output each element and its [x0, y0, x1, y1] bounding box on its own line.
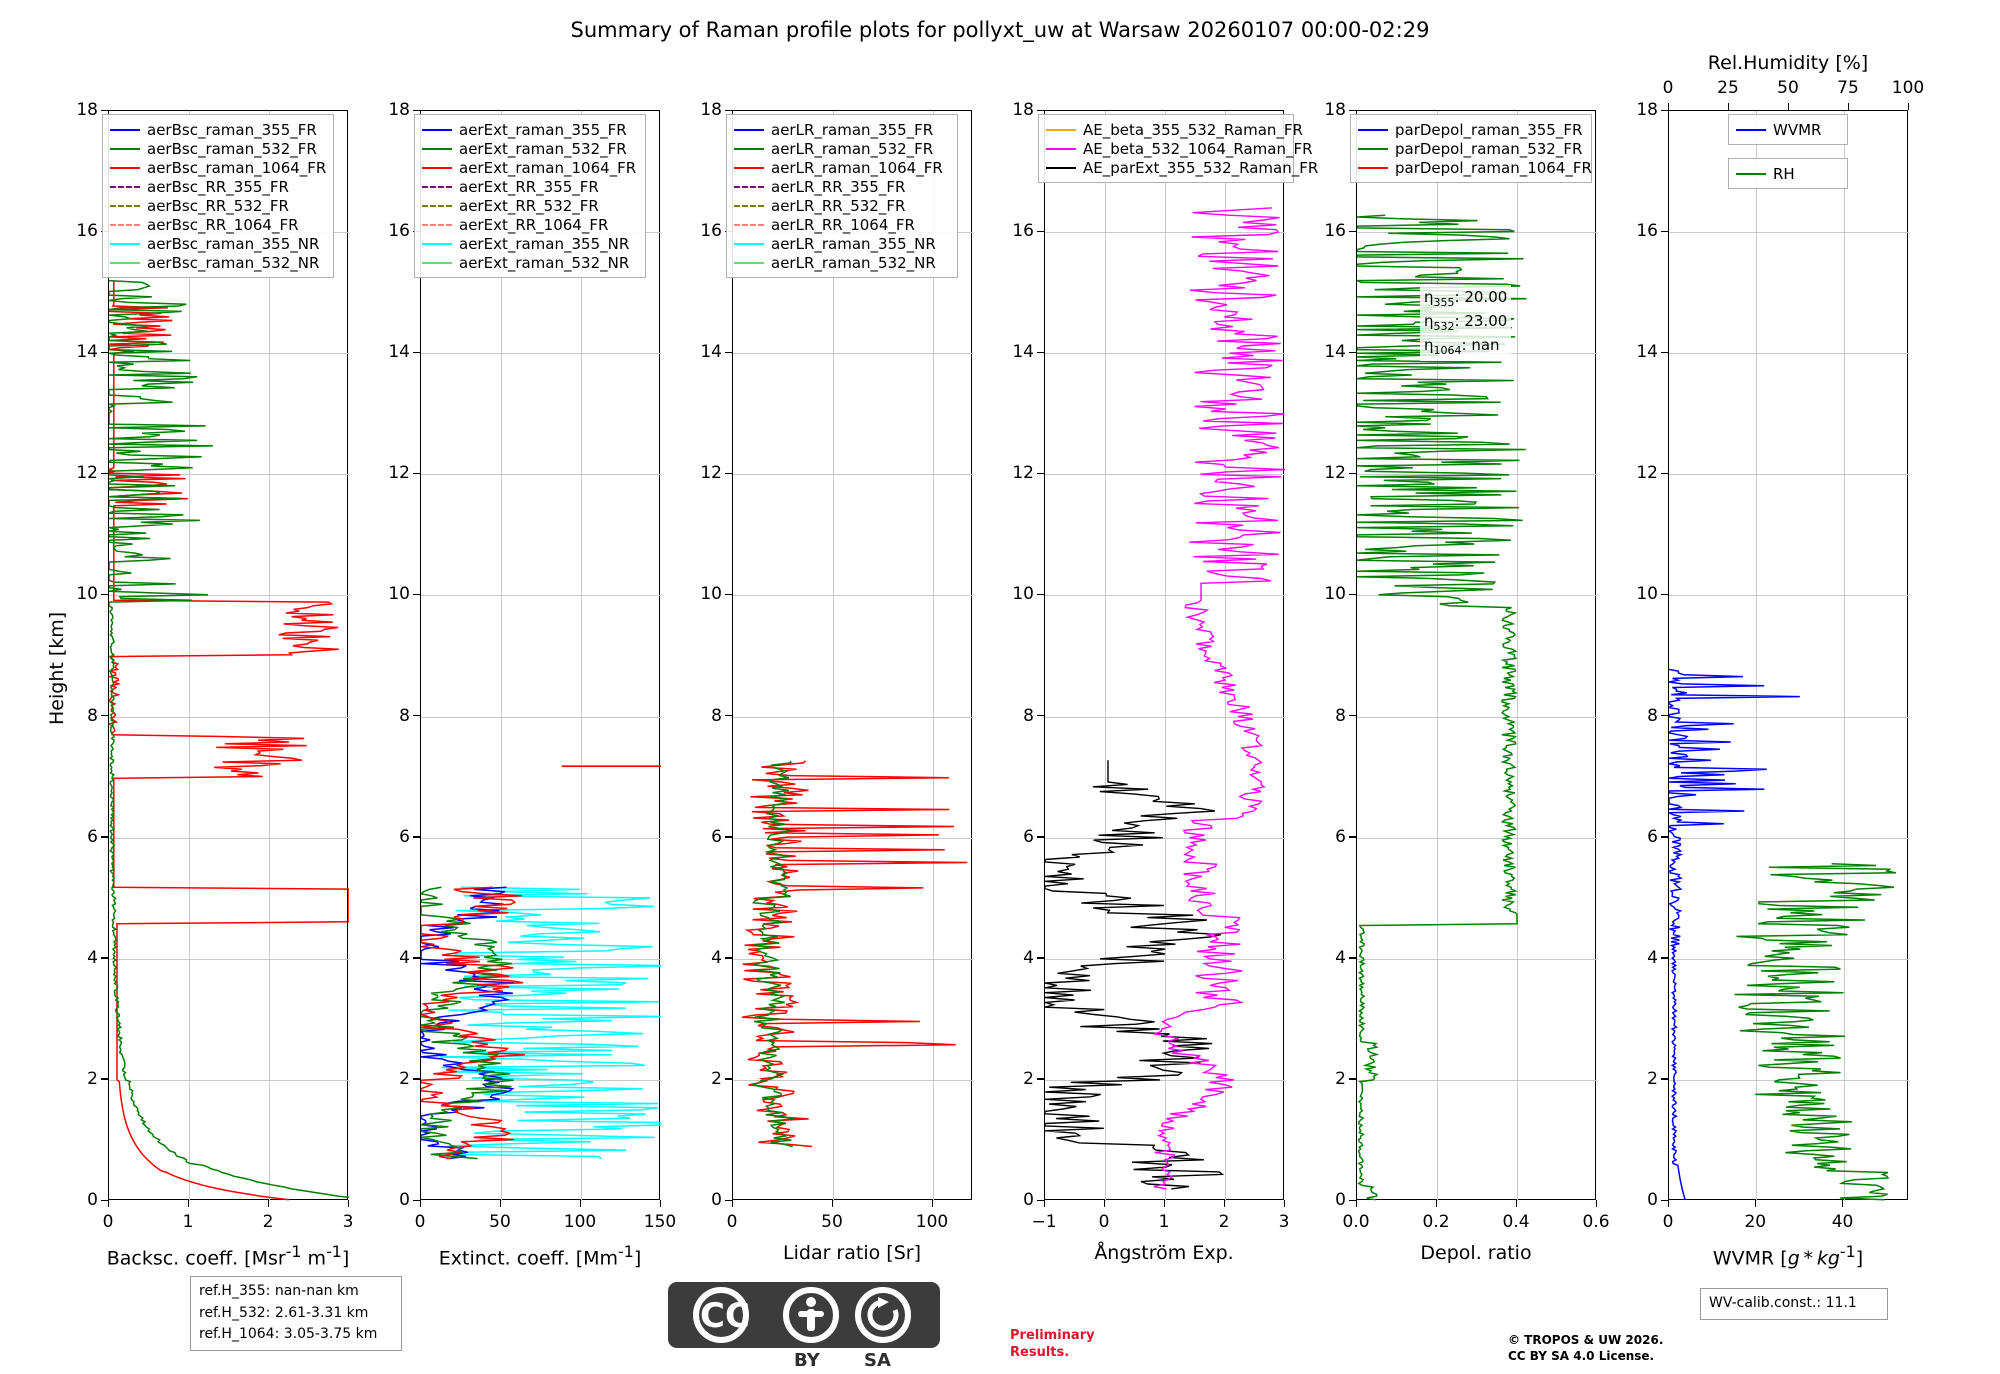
legend-entry[interactable]	[422, 196, 638, 215]
x-tick-label: 0	[414, 1212, 426, 1232]
legend-entry[interactable]	[1358, 158, 1592, 177]
top-x-tick-label: 50	[1777, 78, 1799, 98]
data-curves-wvmr-rh	[1669, 111, 1909, 1201]
x-tick-label: 0.0	[1342, 1212, 1370, 1232]
legend-label: aerBsc_RR_1064_FR	[147, 215, 299, 234]
legend-label: aerExt_RR_532_FR	[459, 196, 599, 215]
y-tick-label: 16	[1012, 221, 1034, 242]
legend-entry[interactable]	[110, 177, 326, 196]
y-tick-label: 6	[1647, 826, 1658, 847]
cc-by-label: BY	[794, 1350, 820, 1371]
legend-swatch-icon	[734, 243, 764, 245]
y-tick-label: 12	[1636, 463, 1658, 484]
legend-entry[interactable]	[110, 120, 326, 139]
legend-label: parDepol_raman_355_FR	[1395, 120, 1583, 139]
x-tick-label: 0.2	[1422, 1212, 1450, 1232]
y-tick-label: 2	[711, 1068, 722, 1089]
legend-entry[interactable]	[734, 177, 950, 196]
legend-label: aerBsc_raman_532_NR	[147, 253, 320, 272]
plot-area-depol-ratio	[1356, 110, 1596, 1200]
y-tick-label: 14	[1324, 342, 1346, 363]
legend-label: aerExt_raman_532_NR	[459, 253, 630, 272]
legend-entry[interactable]	[110, 234, 326, 253]
legend-label: parDepol_raman_532_FR	[1395, 139, 1583, 158]
x-tick-label: 1	[1158, 1212, 1170, 1232]
x-tick-label: 0	[726, 1212, 738, 1232]
legend-label: aerLR_RR_1064_FR	[771, 215, 915, 234]
legend-entry[interactable]	[422, 215, 638, 234]
x-tick-label: 1	[182, 1212, 194, 1232]
legend-label: WVMR	[1773, 120, 1822, 139]
y-tick-label: 4	[87, 947, 98, 968]
y-tick-label: 6	[399, 826, 410, 847]
x-tick-label: 0	[102, 1212, 114, 1232]
y-tick-label: 14	[700, 342, 722, 363]
legend-label: AE_parExt_355_532_Raman_FR	[1083, 158, 1319, 177]
legend-swatch-icon	[734, 262, 764, 264]
y-tick-label: 2	[1647, 1068, 1658, 1089]
y-tick-label: 14	[388, 342, 410, 363]
x-axis-title-depol-ratio: Depol. ratio	[1420, 1242, 1532, 1264]
data-curves-depol-ratio	[1357, 111, 1597, 1201]
y-tick-label: 14	[1012, 342, 1034, 363]
legend-swatch-icon	[110, 167, 140, 169]
legend-entry[interactable]	[1046, 139, 1313, 158]
y-tick-label: 4	[1023, 947, 1034, 968]
legend-swatch-icon	[1736, 173, 1766, 175]
y-tick-label: 18	[700, 100, 722, 120]
y-tick-label: 18	[76, 100, 98, 120]
legend-label: aerBsc_raman_355_NR	[147, 234, 320, 253]
y-tick-label: 10	[1012, 584, 1034, 605]
x-axis-title-backscatter: Backsc. coeff. [Msr$^{-1}$ $m^{-1}$]	[106, 1242, 350, 1270]
y-tick-label: 6	[87, 826, 98, 847]
legend-swatch-icon	[1358, 129, 1388, 131]
legend-swatch-icon	[110, 129, 140, 131]
y-tick-label: 18	[1636, 100, 1658, 120]
x-tick-label: 40	[1831, 1212, 1854, 1232]
y-tick-label: 16	[1324, 221, 1346, 242]
x-tick-label: 50	[489, 1212, 511, 1232]
y-tick-label: 10	[388, 584, 410, 605]
legend-label: aerLR_RR_355_FR	[771, 177, 906, 196]
y-tick-label: 6	[1335, 826, 1346, 847]
y-tick-label: 10	[700, 584, 722, 605]
preliminary-line-1: Preliminary	[1010, 1328, 1095, 1343]
annotation-ref-h-532: ref.H_532: 2.61-3.31 km	[199, 1304, 369, 1321]
legend-swatch-icon	[422, 129, 452, 131]
legend-entry[interactable]	[422, 177, 638, 196]
x-tick-label: 0.6	[1582, 1212, 1610, 1232]
legend-label: aerLR_raman_355_FR	[771, 120, 934, 139]
y-tick-label: 2	[1023, 1068, 1034, 1089]
chart-panel-depol-ratio	[1324, 100, 1610, 1264]
top-x-tick-label: 75	[1837, 78, 1859, 98]
y-tick-label: 14	[76, 342, 98, 363]
x-tick-label: 2	[1218, 1212, 1230, 1232]
y-tick-label: 8	[87, 705, 98, 726]
chart-panel-wvmr-rh	[1636, 52, 1925, 1270]
y-tick-label: 4	[1647, 947, 1658, 968]
data-curves-angstrom	[1045, 111, 1285, 1201]
annotation-eta-532: $\eta_{532}$: 23.00	[1424, 311, 1508, 333]
y-tick-label: 12	[1324, 463, 1346, 484]
y-tick-label: 12	[388, 463, 410, 484]
plot-area-wvmr-rh	[1668, 110, 1908, 1200]
legend-label: aerBsc_raman_1064_FR	[147, 158, 327, 177]
legend-swatch-icon	[422, 262, 452, 264]
legend-entry[interactable]	[1046, 158, 1319, 177]
legend-label: aerBsc_RR_532_FR	[147, 196, 289, 215]
y-tick-label: 2	[87, 1068, 98, 1089]
svg-text:CC: CC	[700, 1296, 750, 1336]
legend-entry[interactable]	[734, 120, 950, 139]
legend-entry[interactable]	[734, 215, 950, 234]
x-tick-label: 3	[1278, 1212, 1290, 1232]
legend-entry[interactable]	[734, 234, 950, 253]
chart-panel-angstrom	[1012, 100, 1290, 1264]
legend-label: aerLR_raman_355_NR	[771, 234, 936, 253]
legend-entry[interactable]	[1736, 120, 1840, 139]
y-tick-label: 18	[1324, 100, 1346, 120]
y-tick-label: 10	[1324, 584, 1346, 605]
y-tick-label: 16	[1636, 221, 1658, 242]
y-tick-label: 6	[711, 826, 722, 847]
x-tick-label: 100	[915, 1212, 949, 1232]
x-axis-title-angstrom: Ångström Exp.	[1094, 1242, 1234, 1264]
y-tick-label: 4	[399, 947, 410, 968]
legend-swatch-icon	[734, 129, 764, 131]
y-tick-label: 0	[1023, 1190, 1034, 1210]
legend-label: aerExt_raman_355_FR	[459, 120, 627, 139]
y-tick-label: 16	[76, 221, 98, 242]
legend-label: aerLR_RR_532_FR	[771, 196, 906, 215]
legend-angstrom	[1038, 114, 1319, 183]
legend-swatch-icon	[422, 205, 452, 207]
x-tick-label: 100	[563, 1212, 597, 1232]
y-tick-label: 4	[1335, 947, 1346, 968]
legend-swatch-icon	[422, 148, 452, 150]
legend-backscatter	[102, 114, 334, 278]
legend-swatch-icon	[1736, 129, 1766, 131]
x-tick-label: 0.4	[1502, 1212, 1530, 1232]
legend-entry[interactable]	[110, 215, 326, 234]
page-title: Summary of Raman profile plots for pollyxt_uw at Warsaw 20260107 00:00-02:29	[570, 18, 1430, 42]
legend-entry[interactable]	[110, 139, 326, 158]
copyright-line-1: © TROPOS & UW 2026.	[1508, 1333, 1664, 1347]
legend-swatch-icon	[1046, 129, 1076, 131]
y-tick-label: 16	[700, 221, 722, 242]
legend-entry[interactable]	[422, 158, 638, 177]
legend-swatch-icon	[734, 205, 764, 207]
x-tick-label: 0	[1098, 1212, 1110, 1232]
legend-label: parDepol_raman_1064_FR	[1395, 158, 1592, 177]
legend-entry[interactable]	[1736, 164, 1840, 183]
y-tick-label: 18	[388, 100, 410, 120]
cc-license-badge[interactable]	[668, 1282, 940, 1374]
y-tick-label: 12	[700, 463, 722, 484]
legend-swatch-icon	[110, 148, 140, 150]
legend-depol-ratio	[1350, 114, 1592, 183]
legend-swatch-icon	[734, 224, 764, 226]
legend-swatch-icon	[1046, 148, 1076, 150]
legend-label: aerExt_raman_355_NR	[459, 234, 630, 253]
y-tick-label: 0	[1335, 1190, 1346, 1210]
legend-label: aerExt_RR_355_FR	[459, 177, 599, 196]
annotation-ref-h-355: ref.H_355: nan-nan km	[199, 1283, 359, 1299]
legend-swatch-icon	[734, 186, 764, 188]
legend-swatch-icon	[422, 186, 452, 188]
legend-label: aerLR_raman_532_NR	[771, 253, 936, 272]
legend-swatch-icon	[110, 205, 140, 207]
x-axis-title-wvmr-rh: WVMR $[g * kg^{-1}]$	[1712, 1242, 1864, 1270]
y-tick-label: 12	[1012, 463, 1034, 484]
legend-label: aerLR_raman_532_FR	[771, 139, 934, 158]
legend-label: AE_beta_355_532_Raman_FR	[1083, 120, 1303, 139]
x-tick-label: −1	[1031, 1212, 1057, 1232]
wv-calib-box	[1700, 1288, 1888, 1320]
legend-entry[interactable]	[1358, 139, 1584, 158]
ref-height-box	[190, 1276, 402, 1351]
legend-entry[interactable]	[1358, 120, 1584, 139]
legend-label: aerLR_raman_1064_FR	[771, 158, 943, 177]
legend-label: aerBsc_RR_355_FR	[147, 177, 289, 196]
legend-entry[interactable]	[110, 253, 326, 272]
eta-annotations	[1420, 285, 1511, 361]
legend-lidar-ratio	[726, 114, 958, 278]
y-tick-label: 8	[1335, 705, 1346, 726]
annotation-eta-355: $\eta_{355}$: 20.00	[1424, 288, 1508, 309]
legend-extinction	[414, 114, 646, 278]
annotation-wv-calib: WV-calib.const.: 11.1	[1709, 1295, 1857, 1311]
preliminary-line-2: Results.	[1010, 1344, 1070, 1360]
x-tick-label: 20	[1744, 1212, 1767, 1232]
cc-sa-label: SA	[864, 1350, 891, 1371]
legend-entry[interactable]	[110, 196, 326, 215]
legend-entry[interactable]	[734, 253, 950, 272]
legend-swatch-icon	[1358, 148, 1388, 150]
y-tick-label: 18	[1012, 100, 1034, 120]
legend-entry[interactable]	[422, 234, 638, 253]
y-tick-label: 8	[1023, 705, 1034, 726]
y-tick-label: 4	[711, 947, 722, 968]
copyright-line-2: CC BY SA 4.0 License.	[1508, 1349, 1655, 1364]
x-tick-label: 3	[342, 1212, 354, 1232]
preliminary-note	[1010, 1328, 1095, 1362]
legend-label: AE_beta_532_1064_Raman_FR	[1083, 139, 1313, 158]
legend-entry[interactable]	[422, 139, 638, 158]
legend-entry[interactable]	[734, 158, 950, 177]
legend-swatch-icon	[422, 167, 452, 169]
plot-area-angstrom	[1044, 110, 1284, 1200]
legend-swatch-icon	[1046, 167, 1076, 169]
y-tick-label: 12	[76, 463, 98, 484]
legend-wvmr-rh	[1728, 158, 1848, 189]
y-tick-label: 0	[1647, 1190, 1658, 1210]
y-tick-label: 0	[711, 1190, 722, 1210]
legend-entry[interactable]	[734, 196, 950, 215]
y-tick-label: 6	[1023, 826, 1034, 847]
legend-label: aerBsc_raman_355_FR	[147, 120, 317, 139]
top-axis-title: Rel.Humidity [%]	[1707, 52, 1869, 74]
legend-swatch-icon	[422, 224, 452, 226]
legend-swatch-icon	[734, 148, 764, 150]
legend-label: aerExt_raman_532_FR	[459, 139, 627, 158]
y-tick-label: 16	[388, 221, 410, 242]
legend-label: aerExt_raman_1064_FR	[459, 158, 637, 177]
legend-entry[interactable]	[422, 120, 638, 139]
legend-swatch-icon	[110, 243, 140, 245]
y-tick-label: 8	[1647, 705, 1658, 726]
y-tick-label: 10	[76, 584, 98, 605]
legend-swatch-icon	[1358, 167, 1388, 169]
legend-swatch-icon	[110, 186, 140, 188]
annotation-eta-1064: $\eta_{1064}$: nan	[1424, 335, 1500, 357]
legend-entry[interactable]	[734, 139, 950, 158]
y-tick-label: 8	[711, 705, 722, 726]
y-tick-label: 10	[1636, 584, 1658, 605]
top-x-tick-label: 25	[1717, 78, 1739, 98]
legend-entry[interactable]	[110, 158, 326, 177]
y-tick-label: 2	[399, 1068, 410, 1089]
y-tick-label: 2	[1335, 1068, 1346, 1089]
x-tick-label: 50	[821, 1212, 843, 1232]
legend-entry[interactable]	[1046, 120, 1303, 139]
legend-label: RH	[1773, 164, 1795, 183]
y-tick-label: 0	[87, 1190, 98, 1210]
legend-label: aerBsc_raman_532_FR	[147, 139, 317, 158]
legend-label: aerExt_RR_1064_FR	[459, 215, 609, 234]
top-x-tick-label: 100	[1891, 78, 1925, 98]
legend-entry[interactable]	[422, 253, 638, 272]
legend-swatch-icon	[734, 167, 764, 169]
x-tick-label: 2	[262, 1212, 274, 1232]
y-axis-title: Height [km]	[46, 611, 68, 725]
y-tick-label: 14	[1636, 342, 1658, 363]
x-axis-title-lidar-ratio: Lidar ratio [Sr]	[783, 1242, 921, 1264]
x-tick-label: 150	[643, 1212, 677, 1232]
y-tick-label: 8	[399, 705, 410, 726]
top-x-tick-label: 0	[1662, 78, 1674, 98]
legend-swatch-icon	[422, 243, 452, 245]
x-axis-title-extinction: Extinct. coeff. $[Mm^{-1}]$	[438, 1242, 642, 1270]
legend-swatch-icon	[110, 262, 140, 264]
legend-swatch-icon	[110, 224, 140, 226]
x-tick-label: 0	[1662, 1212, 1674, 1232]
annotation-ref-h-1064: ref.H_1064: 3.05-3.75 km	[199, 1326, 378, 1343]
y-tick-label: 0	[399, 1190, 410, 1210]
legend-wvmr-rh	[1728, 114, 1848, 145]
